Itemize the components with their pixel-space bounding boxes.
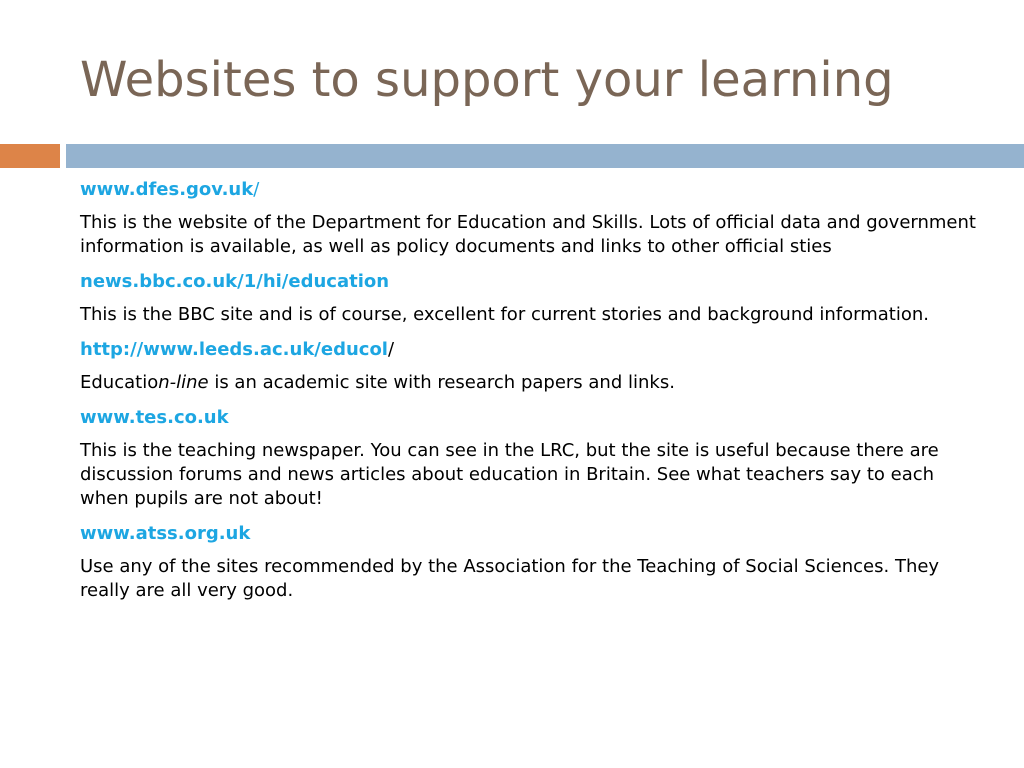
website-list <box>80 178 980 614</box>
link-dfes[interactable] <box>80 178 980 202</box>
link-tes[interactable]: www.tes.co.uk <box>80 407 229 428</box>
link-dfes-text[interactable]: www.dfes.gov.uk <box>80 179 254 200</box>
accent-bar-blue <box>66 144 1024 168</box>
link-leeds-suffix: / <box>387 339 395 360</box>
description-leeds <box>80 371 980 395</box>
link-bbc[interactable]: news.bbc.co.uk/1/hi/education <box>80 271 390 292</box>
description-tes: This is the teaching newspaper. You can see in the LRC, but the site is useful because there are discussion forums and news articles about education in Britain. See what teachers say to each when pupils are not about! <box>80 440 939 509</box>
description-leeds-italic: n-line <box>158 372 209 393</box>
link-dfes-suffix[interactable]: / <box>253 179 260 200</box>
slide-title: Websites to support your learning <box>80 52 894 108</box>
description-bbc: This is the BBC site and is of course, excellent for current stories and background information. <box>80 304 929 325</box>
accent-bar-orange <box>0 144 60 168</box>
description-atss: Use any of the sites recommended by the Association for the Teaching of Social Sciences. They really are all very good. <box>80 556 940 601</box>
description-leeds-prefix: Educatio <box>80 372 159 393</box>
link-leeds-text[interactable]: http://www.leeds.ac.uk/educol <box>80 339 388 360</box>
description-leeds-rest: is an academic site with research papers and links. <box>208 372 675 393</box>
description-dfes: This is the website of the Department for Education and Skills. Lots of official data and government information is available, as well as policy documents and links to other official sties <box>80 212 976 257</box>
link-atss[interactable]: www.atss.org.uk <box>80 523 251 544</box>
link-leeds[interactable] <box>80 338 980 362</box>
